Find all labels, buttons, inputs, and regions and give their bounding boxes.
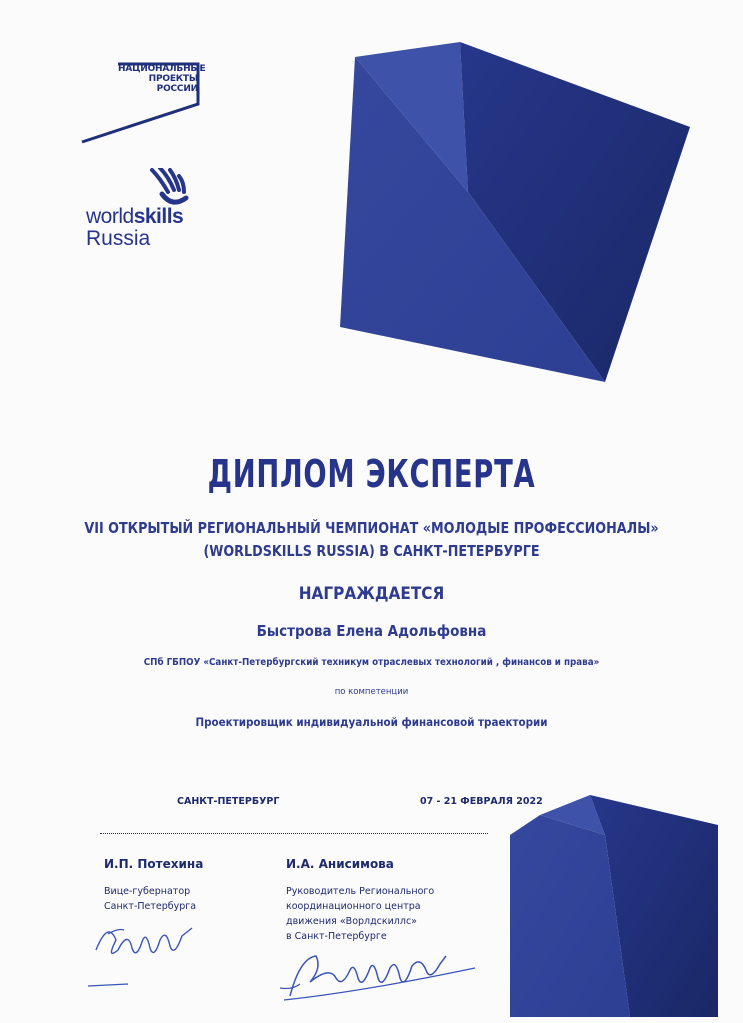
diploma-title: ДИПЛОМ ЭКСПЕРТА — [207, 452, 536, 496]
dotted-divider — [100, 833, 488, 834]
city: САНКТ-ПЕТЕРБУРГ — [177, 796, 280, 807]
awarded-label: НАГРАЖДАЕТСЯ — [298, 584, 445, 604]
signature-2-handwritten — [270, 938, 480, 1008]
signatory-2-role-line: Руководитель Регионального — [286, 886, 435, 897]
worldskills-hand-icon — [146, 168, 192, 208]
ws-skills: skills — [133, 205, 184, 228]
decorative-cube-large — [300, 42, 695, 427]
competence-name: Проектировщик индивидуальной финансовой траектории — [195, 715, 548, 729]
championship-line-1: VII ОТКРЫТЫЙ РЕГИОНАЛЬНЫЙ ЧЕМПИОНАТ «МОЛОДЫЕ ПРОФЕССИОНАЛЫ» — [84, 519, 659, 537]
worldskills-wordmark — [86, 206, 183, 228]
worldskills-country: Russia — [86, 227, 151, 250]
signatory-1-name: И.П. Потехина — [104, 857, 204, 871]
signatory-2-name: И.А. Анисимова — [286, 857, 394, 871]
np-line-1: НАЦИОНАЛЬНЫЕ — [118, 64, 206, 74]
signatory-1-role-line: Санкт-Петербурга — [104, 901, 197, 912]
decorative-cube-small — [510, 795, 718, 1017]
organization: СПб ГБПОУ «Санкт-Петербургский техникум отраслевых технологий , финансов и права» — [143, 657, 600, 668]
signatory-2-role — [286, 884, 456, 944]
recipient-name: Быстрова Елена Адольфовна — [256, 622, 487, 640]
signatory-2-role-line: координационного центра — [286, 901, 421, 912]
championship-line-2: (WORLDSKILLS RUSSIA) В САНКТ-ПЕТЕРБУРГЕ — [203, 542, 540, 560]
event-dates: 07 - 21 ФЕВРАЛЯ 2022 — [420, 796, 543, 807]
signatory-2-role-line: в Санкт-Петербурге — [286, 931, 387, 942]
competence-label: по компетенции — [334, 687, 409, 697]
signatory-1-role-line: Вице-губернатор — [104, 886, 191, 897]
signature-1-handwritten — [88, 900, 198, 990]
np-line-3: РОССИИ — [156, 84, 198, 94]
np-line-2: ПРОЕКТЫ — [148, 74, 198, 84]
signatory-2-role-line: движения «Ворлдскиллс» — [286, 916, 417, 927]
national-projects-logo-text — [118, 64, 206, 94]
ws-world: world — [86, 205, 134, 228]
